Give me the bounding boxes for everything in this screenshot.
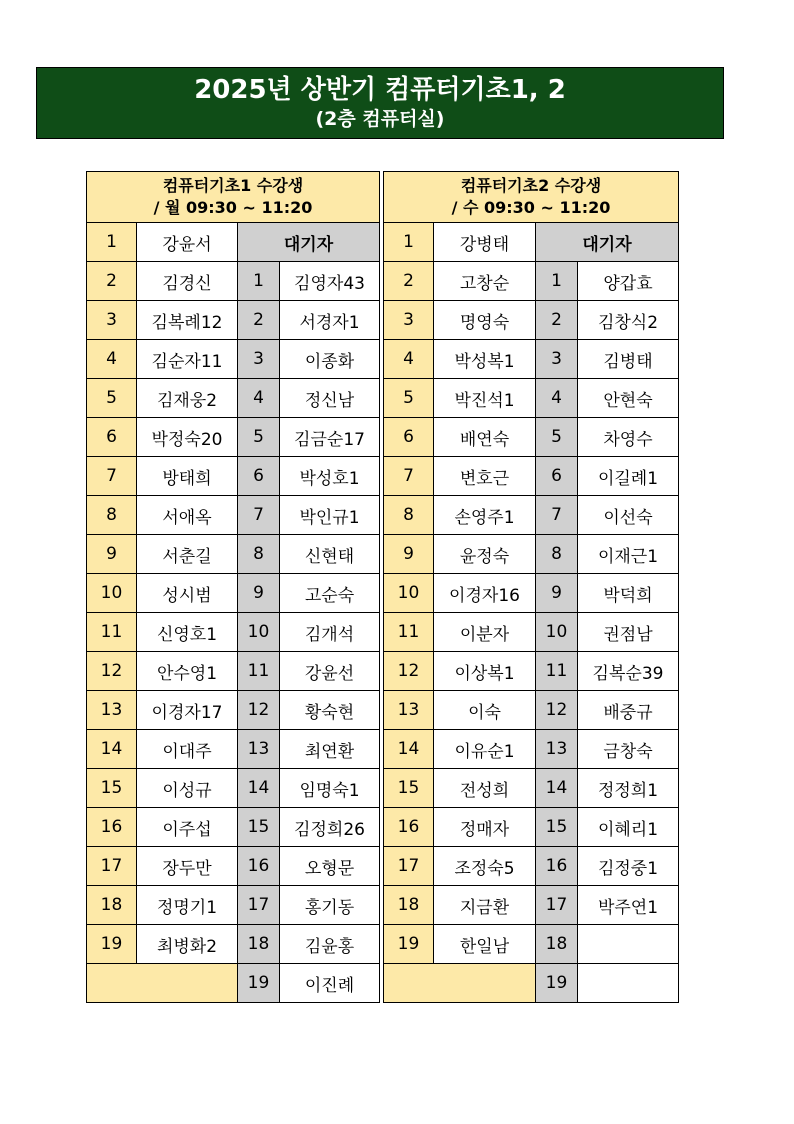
waitlist-name: 김개석 [280,613,380,652]
waitlist-number: 8 [536,535,578,574]
student-name: 변호근 [434,457,536,496]
student-name: 조정숙5 [434,847,536,886]
student-name: 이숙 [434,691,536,730]
waitlist-number: 17 [536,886,578,925]
student-number: 10 [87,574,137,613]
waitlist-number: 4 [238,379,280,418]
table-header-row [384,172,679,223]
student-number: 18 [384,886,434,925]
student-name: 배연숙 [434,418,536,457]
table-row [384,730,679,769]
student-number: 19 [384,925,434,964]
waitlist-name: 황숙현 [280,691,380,730]
table-row [87,223,380,262]
roster-table-2 [383,171,679,1003]
table-row [384,613,679,652]
table-row [384,379,679,418]
waitlist-name: 금창숙 [578,730,679,769]
student-name: 정매자 [434,808,536,847]
student-number: 6 [87,418,137,457]
waitlist-number: 5 [238,418,280,457]
page-subtitle: (2층 컴퓨터실) [315,108,445,130]
student-number: 5 [384,379,434,418]
table-row [384,340,679,379]
waitlist-name: 홍기동 [280,886,380,925]
waitlist-name: 배중규 [578,691,679,730]
student-name: 이성규 [137,769,238,808]
waitlist-name: 최연환 [280,730,380,769]
student-name: 고창순 [434,262,536,301]
student-number: 19 [87,925,137,964]
student-number: 3 [384,301,434,340]
table-row [87,379,380,418]
page-title: 2025년 상반기 컴퓨터기초1, 2 [194,75,566,105]
waitlist-number: 16 [536,847,578,886]
table-row [384,457,679,496]
student-name: 이상복1 [434,652,536,691]
waitlist-number: 18 [238,925,280,964]
waitlist-header: 대기자 [238,223,380,262]
waitlist-number: 17 [238,886,280,925]
waitlist-number: 11 [238,652,280,691]
student-number: 14 [87,730,137,769]
student-name: 신영호1 [137,613,238,652]
empty-cell [384,964,536,1003]
waitlist-number: 12 [536,691,578,730]
student-number: 14 [384,730,434,769]
waitlist-name: 서경자1 [280,301,380,340]
waitlist-number: 19 [238,964,280,1003]
student-name: 전성희 [434,769,536,808]
table-row [87,613,380,652]
waitlist-number: 6 [238,457,280,496]
student-name: 지금환 [434,886,536,925]
waitlist-number: 13 [536,730,578,769]
waitlist-name: 고순숙 [280,574,380,613]
waitlist-name: 신현태 [280,535,380,574]
student-name: 방태희 [137,457,238,496]
table-row [384,418,679,457]
table-header [87,172,380,223]
waitlist-name: 박덕희 [578,574,679,613]
waitlist-name: 권점남 [578,613,679,652]
student-name: 김복례12 [137,301,238,340]
waitlist-name: 차영수 [578,418,679,457]
student-name: 강병태 [434,223,536,262]
student-number: 6 [384,418,434,457]
waitlist-number: 6 [536,457,578,496]
table-row [384,808,679,847]
waitlist-number: 15 [536,808,578,847]
waitlist-number: 16 [238,847,280,886]
student-number: 1 [384,223,434,262]
table-row [87,418,380,457]
student-number: 5 [87,379,137,418]
waitlist-number: 1 [238,262,280,301]
waitlist-number: 3 [238,340,280,379]
student-name: 안수영1 [137,652,238,691]
student-number: 17 [87,847,137,886]
table-row [87,964,380,1003]
title-banner [36,67,724,139]
waitlist-name: 안현숙 [578,379,679,418]
roster-table-1 [86,171,380,1003]
student-number: 12 [384,652,434,691]
waitlist-number: 10 [238,613,280,652]
waitlist-name [578,964,679,1003]
student-name: 박진석1 [434,379,536,418]
student-name: 성시범 [137,574,238,613]
table-row [87,262,380,301]
student-name: 최병화2 [137,925,238,964]
student-number: 12 [87,652,137,691]
student-number: 15 [384,769,434,808]
table-row [87,652,380,691]
student-number: 2 [384,262,434,301]
waitlist-name: 김윤홍 [280,925,380,964]
table-row [384,925,679,964]
waitlist-name: 이재근1 [578,535,679,574]
waitlist-name: 김정희26 [280,808,380,847]
waitlist-number: 13 [238,730,280,769]
table-row [384,886,679,925]
table-header [384,172,679,223]
waitlist-number: 4 [536,379,578,418]
waitlist-number: 8 [238,535,280,574]
student-number: 7 [87,457,137,496]
empty-cell [87,964,238,1003]
student-number: 18 [87,886,137,925]
table-row [384,301,679,340]
student-name: 정명기1 [137,886,238,925]
student-number: 11 [87,613,137,652]
table-row [87,457,380,496]
student-name: 김재웅2 [137,379,238,418]
student-number: 10 [384,574,434,613]
waitlist-name: 김창식2 [578,301,679,340]
student-name: 한일남 [434,925,536,964]
waitlist-number: 19 [536,964,578,1003]
waitlist-name [578,925,679,964]
waitlist-name: 김영자43 [280,262,380,301]
waitlist-number: 5 [536,418,578,457]
waitlist-header: 대기자 [536,223,679,262]
waitlist-number: 15 [238,808,280,847]
table-row [87,730,380,769]
student-name: 명영숙 [434,301,536,340]
waitlist-number: 18 [536,925,578,964]
student-name: 손영주1 [434,496,536,535]
class-title: 컴퓨터기초1 수강생 [162,176,304,195]
table-row [384,262,679,301]
waitlist-number: 11 [536,652,578,691]
table-row [87,769,380,808]
table-row [87,535,380,574]
student-name: 김순자11 [137,340,238,379]
waitlist-number: 7 [238,496,280,535]
student-name: 이주섭 [137,808,238,847]
table-row [384,691,679,730]
student-name: 강윤서 [137,223,238,262]
waitlist-number: 14 [238,769,280,808]
table-row [87,496,380,535]
student-number: 4 [87,340,137,379]
student-name: 서애옥 [137,496,238,535]
table-row [87,808,380,847]
student-name: 박성복1 [434,340,536,379]
waitlist-number: 1 [536,262,578,301]
table-row [87,886,380,925]
table-row [384,574,679,613]
student-number: 7 [384,457,434,496]
table-row [384,496,679,535]
waitlist-name: 오형문 [280,847,380,886]
student-name: 이대주 [137,730,238,769]
class-schedule: / 월 09:30 ~ 11:20 [153,198,313,217]
waitlist-name: 김병태 [578,340,679,379]
student-number: 9 [87,535,137,574]
class-schedule: / 수 09:30 ~ 11:20 [451,198,611,217]
student-number: 17 [384,847,434,886]
waitlist-number: 10 [536,613,578,652]
student-number: 1 [87,223,137,262]
student-name: 이유순1 [434,730,536,769]
student-number: 15 [87,769,137,808]
waitlist-name: 김정중1 [578,847,679,886]
table-row [384,535,679,574]
waitlist-name: 박인규1 [280,496,380,535]
waitlist-name: 박성호1 [280,457,380,496]
table-row [87,301,380,340]
table-row [87,340,380,379]
waitlist-name: 김금순17 [280,418,380,457]
table-row [87,691,380,730]
waitlist-name: 이혜리1 [578,808,679,847]
student-name: 박정숙20 [137,418,238,457]
waitlist-name: 박주연1 [578,886,679,925]
waitlist-name: 강윤선 [280,652,380,691]
waitlist-number: 7 [536,496,578,535]
table-header-row [87,172,380,223]
student-name: 이경자17 [137,691,238,730]
waitlist-name: 이길례1 [578,457,679,496]
waitlist-name: 양갑효 [578,262,679,301]
table-row [384,847,679,886]
waitlist-number: 9 [238,574,280,613]
table-row [87,847,380,886]
waitlist-name: 이선숙 [578,496,679,535]
waitlist-name: 김복순39 [578,652,679,691]
student-name: 이경자16 [434,574,536,613]
table-row [384,223,679,262]
student-number: 13 [384,691,434,730]
student-number: 16 [384,808,434,847]
student-name: 서춘길 [137,535,238,574]
student-number: 13 [87,691,137,730]
waitlist-number: 14 [536,769,578,808]
waitlist-number: 2 [536,301,578,340]
student-number: 9 [384,535,434,574]
class-title: 컴퓨터기초2 수강생 [460,176,602,195]
table-row [384,769,679,808]
student-number: 2 [87,262,137,301]
waitlist-number: 9 [536,574,578,613]
student-name: 윤정숙 [434,535,536,574]
waitlist-number: 2 [238,301,280,340]
waitlist-number: 3 [536,340,578,379]
waitlist-name: 이진례 [280,964,380,1003]
waitlist-name: 정신남 [280,379,380,418]
student-number: 3 [87,301,137,340]
student-number: 8 [87,496,137,535]
student-number: 8 [384,496,434,535]
student-name: 장두만 [137,847,238,886]
table-row [384,964,679,1003]
waitlist-name: 임명숙1 [280,769,380,808]
table-row [87,925,380,964]
waitlist-number: 12 [238,691,280,730]
table-row [87,574,380,613]
student-name: 김경신 [137,262,238,301]
student-number: 4 [384,340,434,379]
table-row [384,652,679,691]
waitlist-name: 정정희1 [578,769,679,808]
student-number: 11 [384,613,434,652]
student-name: 이분자 [434,613,536,652]
waitlist-name: 이종화 [280,340,380,379]
student-number: 16 [87,808,137,847]
